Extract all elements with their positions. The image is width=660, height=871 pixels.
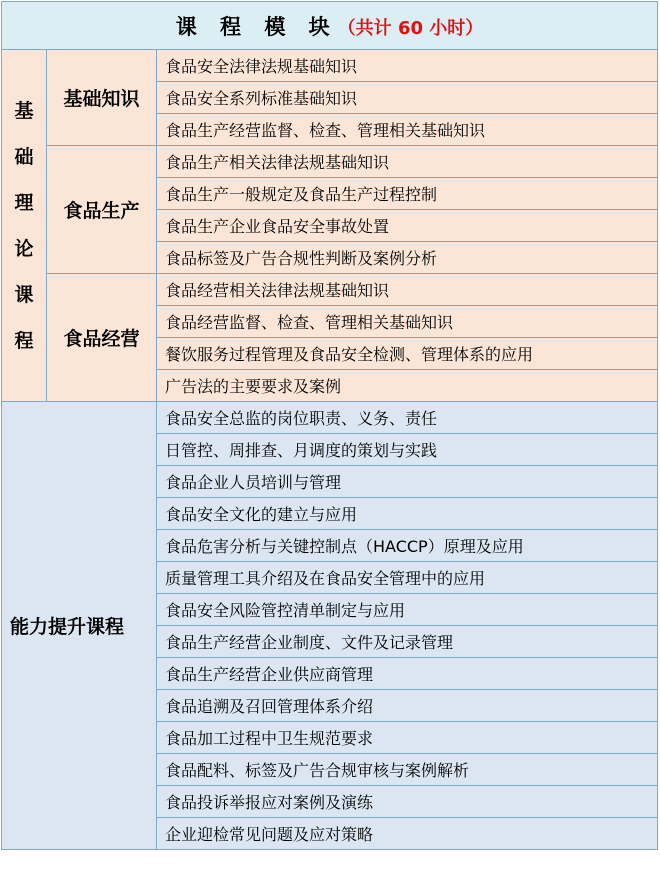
subcategory-label: 食品生产 [47, 146, 157, 274]
category-ability: 能力提升课程 [2, 402, 157, 850]
title-hours-note: （共计 60 小时） [337, 17, 484, 39]
subcategory-label: 食品经营 [47, 274, 157, 402]
course-item: 食品企业人员培训与管理 [157, 466, 658, 498]
course-item: 企业迎检常见问题及应对策略 [157, 818, 658, 850]
course-item: 广告法的主要要求及案例 [157, 370, 658, 402]
table-row [2, 402, 658, 434]
course-item: 食品生产企业食品安全事故处置 [157, 210, 658, 242]
course-item: 食品标签及广告合规性判断及案例分析 [157, 242, 658, 274]
course-item: 食品安全风险管控清单制定与应用 [157, 594, 658, 626]
course-item: 食品生产一般规定及食品生产过程控制 [157, 178, 658, 210]
course-item: 食品生产经营监督、检查、管理相关基础知识 [157, 114, 658, 146]
course-item: 食品生产经营企业供应商管理 [157, 658, 658, 690]
course-item: 食品追溯及召回管理体系介绍 [157, 690, 658, 722]
course-item: 食品经营相关法律法规基础知识 [157, 274, 658, 306]
table-row [2, 146, 658, 178]
course-item: 食品配料、标签及广告合规审核与案例解析 [157, 754, 658, 786]
table-row [2, 50, 658, 82]
course-item: 食品危害分析与关键控制点（HACCP）原理及应用 [157, 530, 658, 562]
course-item: 日管控、周排查、月调度的策划与实践 [157, 434, 658, 466]
course-item: 食品投诉举报应对案例及演练 [157, 786, 658, 818]
course-item: 食品安全文化的建立与应用 [157, 498, 658, 530]
title-text: 课 程 模 块 [175, 14, 338, 39]
course-item: 食品生产经营企业制度、文件及记录管理 [157, 626, 658, 658]
course-item: 食品安全总监的岗位职责、义务、责任 [157, 402, 658, 434]
course-module-table [1, 1, 658, 850]
table-title [2, 2, 658, 50]
course-item: 质量管理工具介绍及在食品安全管理中的应用 [157, 562, 658, 594]
course-item: 食品生产相关法律法规基础知识 [157, 146, 658, 178]
subcategory-label: 基础知识 [47, 50, 157, 146]
course-item: 食品安全法律法规基础知识 [157, 50, 658, 82]
header-row [2, 2, 658, 50]
course-item: 食品加工过程中卫生规范要求 [157, 722, 658, 754]
course-item: 食品经营监督、检查、管理相关基础知识 [157, 306, 658, 338]
course-item: 食品安全系列标准基础知识 [157, 82, 658, 114]
course-item: 餐饮服务过程管理及食品安全检测、管理体系的应用 [157, 338, 658, 370]
table-row [2, 274, 658, 306]
category-foundation: 基 础 理 论 课 程 [2, 50, 47, 402]
